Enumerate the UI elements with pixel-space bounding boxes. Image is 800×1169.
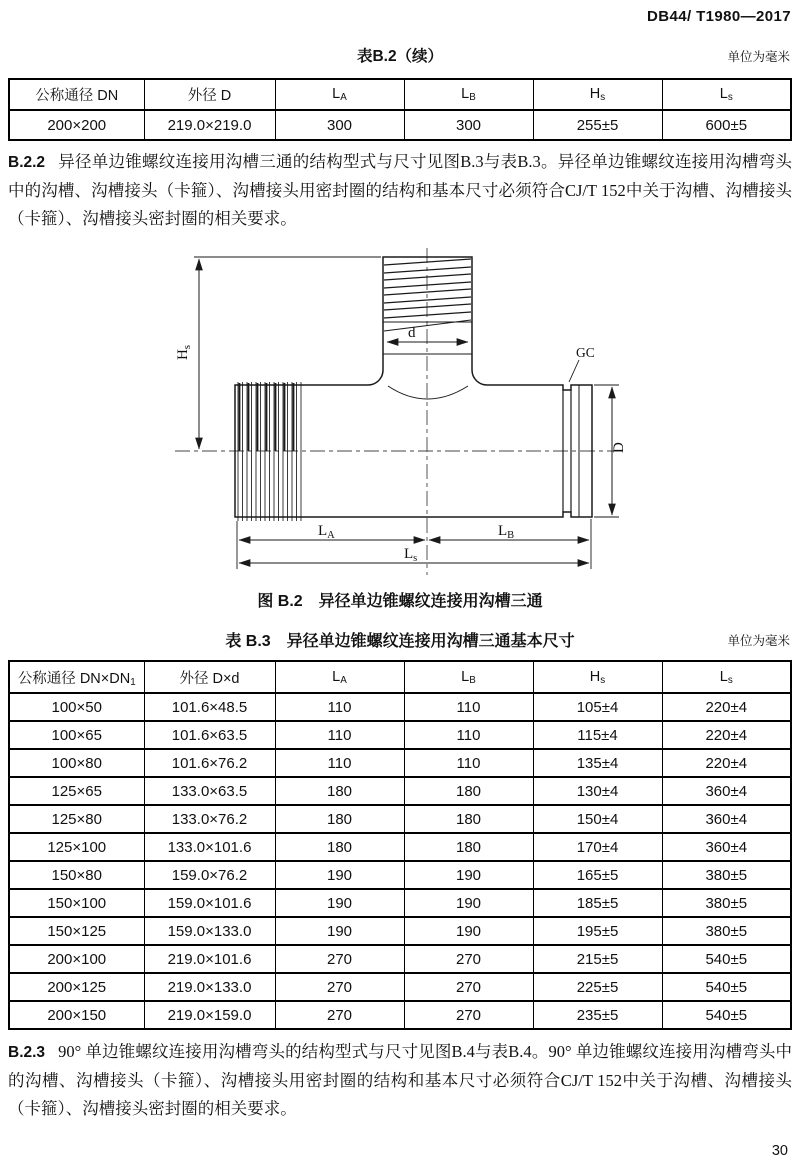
figure-b2-caption: 图 B.2 异径单边锥螺纹连接用沟槽三通 <box>257 593 543 610</box>
table-cell: 101.6×48.5 <box>144 693 275 721</box>
table-cell: 219.0×101.6 <box>144 945 275 973</box>
table-cell: 190 <box>404 917 533 945</box>
table-cell: 190 <box>404 889 533 917</box>
clause-b23-text: 90° 单边锥螺纹连接用沟槽弯头的结构型式与尺寸见图B.4与表B.4。90° 单边锥螺纹连接用沟槽弯头中的沟槽、沟槽接头（卡箍）、沟槽接头用密封圈的结构和基本尺寸必须符合CJ/T 152中关于沟槽、沟槽接头（卡箍）、沟槽接头密封圈的相关要求。 <box>8 1042 792 1118</box>
column-header: 外径 D×d <box>144 661 275 693</box>
column-header: LB <box>404 661 533 693</box>
table-cell: 180 <box>275 777 404 805</box>
table-cell: 110 <box>404 721 533 749</box>
table-b3 <box>8 660 792 1030</box>
table-cell: 101.6×76.2 <box>144 749 275 777</box>
table-cell: 150±4 <box>533 805 662 833</box>
table-b2 <box>8 78 792 141</box>
column-header: 外径 D <box>144 79 275 110</box>
table-cell: 133.0×101.6 <box>144 833 275 861</box>
column-header-subscript: s <box>727 674 733 686</box>
table-row <box>9 1001 791 1029</box>
table-cell: 360±4 <box>662 833 791 861</box>
column-header-subscript: B <box>469 674 476 686</box>
table-row <box>9 805 791 833</box>
table-cell: 380±5 <box>662 917 791 945</box>
total-length-label: $L_s$ <box>404 546 418 564</box>
table-cell: 190 <box>275 917 404 945</box>
table-cell: 100×80 <box>9 749 144 777</box>
branch-collar-lines <box>383 320 472 354</box>
table-cell: 200×200 <box>9 110 144 140</box>
table-b3-caption-row <box>8 628 792 650</box>
document-code: DB44/ T1980—2017 <box>647 8 791 25</box>
table-b2-caption-row <box>8 44 792 66</box>
column-header-subscript: s <box>727 91 733 103</box>
page-number: 30 <box>771 1143 788 1159</box>
table-cell: 380±5 <box>662 861 791 889</box>
branch-diameter-label: d <box>408 325 416 341</box>
table-cell: 215±5 <box>533 945 662 973</box>
table-cell: 270 <box>404 945 533 973</box>
table-cell: 130±4 <box>533 777 662 805</box>
table-cell: 270 <box>404 973 533 1001</box>
column-header: Ls <box>662 661 791 693</box>
table-cell: 225±5 <box>533 973 662 1001</box>
tee-body-outline <box>235 257 592 521</box>
column-header-subscript: 1 <box>130 676 136 688</box>
column-header-subscript: s <box>600 674 606 686</box>
column-header: Hs <box>533 661 662 693</box>
table-cell: 125×65 <box>9 777 144 805</box>
table-cell: 115±4 <box>533 721 662 749</box>
table-cell: 219.0×159.0 <box>144 1001 275 1029</box>
column-header: LB <box>404 79 533 110</box>
table-row <box>9 693 791 721</box>
table-cell: 150×125 <box>9 917 144 945</box>
table-cell: 135±4 <box>533 749 662 777</box>
table-row <box>9 749 791 777</box>
table-cell: 270 <box>275 945 404 973</box>
outer-diameter-label: D <box>611 442 627 453</box>
table-cell: 150×100 <box>9 889 144 917</box>
table-cell: 600±5 <box>662 110 791 140</box>
length-a-label: $L_A$ <box>318 523 335 541</box>
table-cell: 540±5 <box>662 1001 791 1029</box>
table-cell: 540±5 <box>662 973 791 1001</box>
table-row <box>9 973 791 1001</box>
clause-b22-text: 异径单边锥螺纹连接用沟槽三通的结构型式与尺寸见图B.3与表B.3。异径单边锥螺纹连接用沟槽弯头中的沟槽、沟槽接头（卡箍）、沟槽接头用密封圈的结构和基本尺寸必须符合CJ/T 152中关于沟槽、沟槽接头（卡箍）、沟槽接头密封圈的相关要求。 <box>8 152 792 228</box>
table-row <box>9 861 791 889</box>
table-cell: 219.0×219.0 <box>144 110 275 140</box>
table-cell: 110 <box>275 749 404 777</box>
table-row <box>9 889 791 917</box>
table-b2-head <box>9 79 791 110</box>
height-label: $H_s$ <box>175 345 193 360</box>
column-header-subscript: A <box>340 674 347 686</box>
branch-saddle-curve <box>388 386 468 399</box>
figure-b2-drawing <box>150 240 650 585</box>
table-cell: 180 <box>404 777 533 805</box>
column-header: 公称通径 DN×DN1 <box>9 661 144 693</box>
column-header: LA <box>275 661 404 693</box>
table-cell: 255±5 <box>533 110 662 140</box>
table-row <box>9 777 791 805</box>
table-row <box>9 917 791 945</box>
table-cell: 100×65 <box>9 721 144 749</box>
clause-b22-number: B.2.2 <box>8 154 46 171</box>
table-cell: 159.0×133.0 <box>144 917 275 945</box>
table-cell: 110 <box>275 693 404 721</box>
table-cell: 190 <box>275 861 404 889</box>
table-cell: 300 <box>275 110 404 140</box>
table-cell: 200×150 <box>9 1001 144 1029</box>
table-cell: 159.0×76.2 <box>144 861 275 889</box>
table-cell: 101.6×63.5 <box>144 721 275 749</box>
tee-fitting-diagram <box>150 240 650 580</box>
clause-b23-number: B.2.3 <box>8 1044 46 1061</box>
table-cell: 220±4 <box>662 693 791 721</box>
table-b3-unit-note: 单位为毫米 <box>727 634 790 648</box>
table-cell: 360±4 <box>662 777 791 805</box>
table-cell: 540±5 <box>662 945 791 973</box>
groove-label: GC <box>576 345 595 360</box>
header-row <box>9 661 791 693</box>
table-cell: 165±5 <box>533 861 662 889</box>
table-cell: 300 <box>404 110 533 140</box>
table-cell: 110 <box>404 749 533 777</box>
table-cell: 110 <box>404 693 533 721</box>
table-cell: 133.0×63.5 <box>144 777 275 805</box>
gc-leader-line <box>569 360 579 382</box>
table-cell: 220±4 <box>662 749 791 777</box>
table-cell: 270 <box>404 1001 533 1029</box>
table-cell: 219.0×133.0 <box>144 973 275 1001</box>
column-header: Ls <box>662 79 791 110</box>
table-cell: 125×100 <box>9 833 144 861</box>
column-header: Hs <box>533 79 662 110</box>
column-header-subscript: A <box>340 91 347 103</box>
left-thread-hatching <box>238 382 301 521</box>
table-cell: 180 <box>275 833 404 861</box>
column-header: LA <box>275 79 404 110</box>
table-cell: 190 <box>404 861 533 889</box>
table-cell: 180 <box>275 805 404 833</box>
table-b3-head <box>9 661 791 693</box>
table-cell: 200×125 <box>9 973 144 1001</box>
table-cell: 180 <box>404 833 533 861</box>
table-cell: 150×80 <box>9 861 144 889</box>
table-cell: 220±4 <box>662 721 791 749</box>
table-b3-wrapper <box>8 660 792 1030</box>
table-b2-wrapper <box>8 78 792 141</box>
table-b3-body <box>9 693 791 1029</box>
column-header-subscript: s <box>600 91 606 103</box>
table-cell: 159.0×101.6 <box>144 889 275 917</box>
table-b2-title: 表B.2（续） <box>356 48 444 65</box>
length-b-label: $L_B$ <box>498 523 515 541</box>
table-cell: 360±4 <box>662 805 791 833</box>
clause-b22 <box>8 148 792 233</box>
table-cell: 200×100 <box>9 945 144 973</box>
table-cell: 270 <box>275 1001 404 1029</box>
table-b3-title: 表 B.3 异径单边锥螺纹连接用沟槽三通基本尺寸 <box>225 633 575 650</box>
header-row <box>9 79 791 110</box>
branch-thread-hatching <box>384 259 471 318</box>
table-cell: 133.0×76.2 <box>144 805 275 833</box>
table-row <box>9 945 791 973</box>
table-cell: 185±5 <box>533 889 662 917</box>
table-cell: 270 <box>275 973 404 1001</box>
table-cell: 170±4 <box>533 833 662 861</box>
column-header: 公称通径 DN <box>9 79 144 110</box>
table-b2-unit-note: 单位为毫米 <box>727 50 790 64</box>
table-cell: 110 <box>275 721 404 749</box>
table-row <box>9 721 791 749</box>
table-cell: 105±4 <box>533 693 662 721</box>
table-cell: 380±5 <box>662 889 791 917</box>
left-thread-flanks <box>240 383 294 451</box>
table-row <box>9 833 791 861</box>
table-cell: 180 <box>404 805 533 833</box>
table-cell: 190 <box>275 889 404 917</box>
table-cell: 125×80 <box>9 805 144 833</box>
table-b2-body <box>9 110 791 140</box>
centerlines <box>175 248 622 575</box>
table-row <box>9 110 791 140</box>
table-cell: 100×50 <box>9 693 144 721</box>
table-cell: 235±5 <box>533 1001 662 1029</box>
table-cell: 195±5 <box>533 917 662 945</box>
column-header-subscript: B <box>469 91 476 103</box>
clause-b23 <box>8 1038 792 1123</box>
